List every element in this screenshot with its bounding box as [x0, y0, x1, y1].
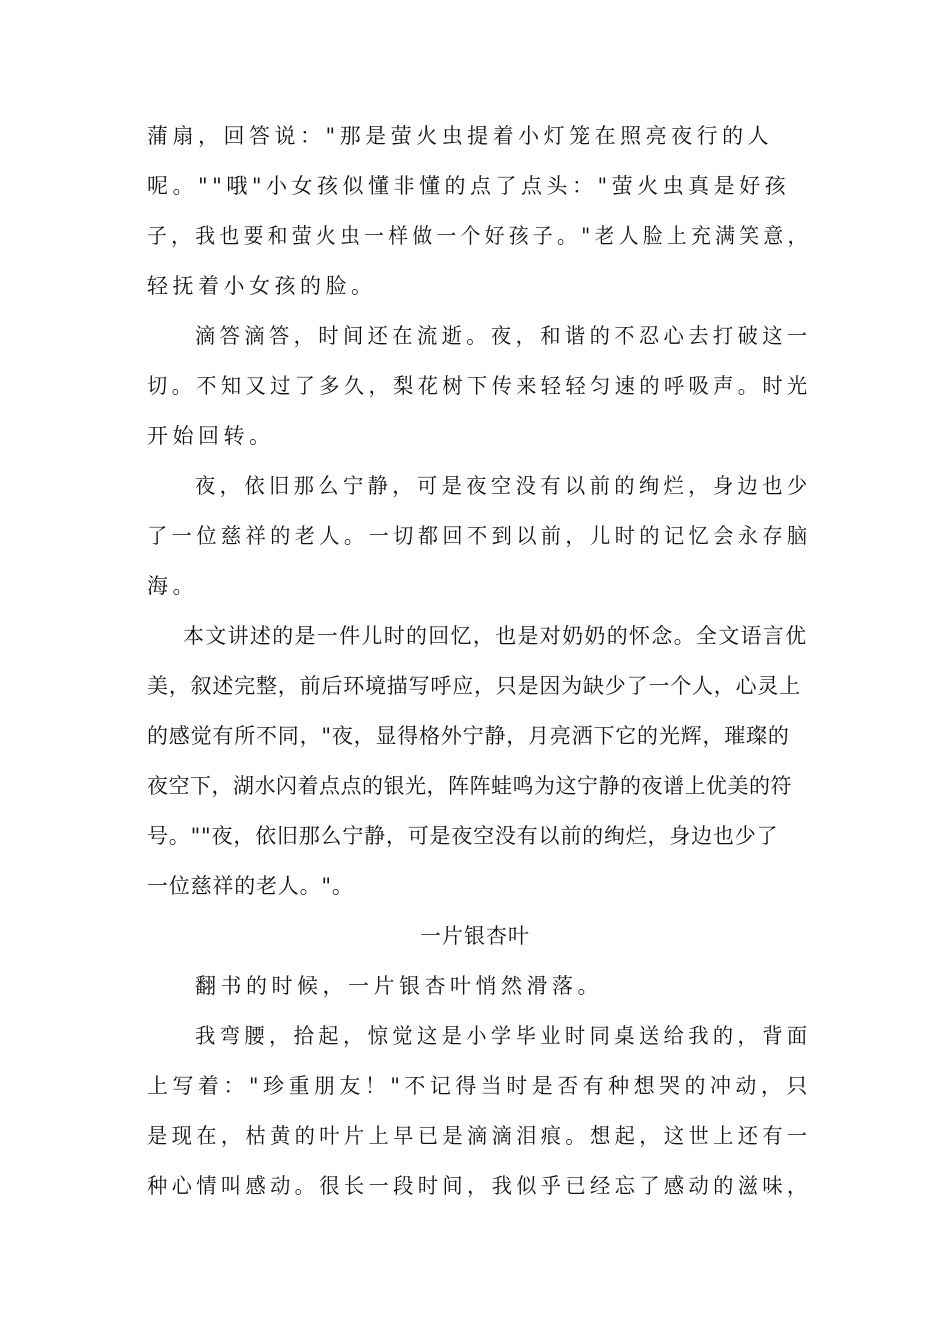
text-line-6: 切。不知又过了多久，梨花树下传来轻轻匀速的呼吸声。时光	[147, 374, 812, 398]
text-line-15: 号。""夜，依旧那么宁静，可是夜空没有以前的绚烂，身边也少了	[147, 824, 779, 848]
text-line-18: 翻书的时候，一片银杏叶悄然滑落。	[195, 974, 603, 998]
text-line-14: 夜空下，湖水闪着点点的银光，阵阵蛙鸣为这宁静的夜谱上优美的符	[147, 774, 792, 798]
text-line-3: 子，我也要和萤火虫一样做一个好孩子。"老人脸上充满笑意，	[147, 224, 812, 248]
text-line-2: 呢。""哦"小女孩似懂非懂的点了点头："萤火虫真是好孩	[147, 174, 791, 198]
text-line-8: 夜，依旧那么宁静，可是夜空没有以前的绚烂，身边也少	[195, 474, 812, 498]
text-line-5: 滴答滴答，时间还在流逝。夜，和谐的不忍心去打破这一	[195, 324, 812, 348]
text-line-20: 上写着："珍重朋友！"不记得当时是否有种想哭的冲动，只	[147, 1074, 812, 1098]
text-line-4: 轻抚着小女孩的脸。	[147, 274, 377, 298]
text-line-13: 的感觉有所不同，"夜，显得格外宁静，月亮洒下它的光辉，璀璨的	[147, 724, 790, 748]
text-line-9: 了一位慈祥的老人。一切都回不到以前，儿时的记忆会永存脑	[147, 524, 812, 548]
text-line-16: 一位慈祥的老人。"。	[147, 874, 354, 898]
text-line-1: 蒲扇，回答说："那是萤火虫提着小灯笼在照亮夜行的人	[147, 124, 774, 148]
text-line-19: 我弯腰，拾起，惊觉这是小学毕业时同桌送给我的，背面	[195, 1024, 812, 1048]
text-line-22: 种心情叫感动。很长一段时间，我似乎已经忘了感动的滋味，	[147, 1174, 812, 1198]
text-line-7: 开始回转。	[147, 424, 275, 448]
text-line-12: 美，叙述完整，前后环境描写呼应，只是因为缺少了一个人，心灵上	[147, 674, 801, 698]
text-line-21: 是现在，枯黄的叶片上早已是滴滴泪痕。想起，这世上还有一	[147, 1124, 812, 1148]
text-line-10: 海。	[147, 574, 198, 598]
text-line-11: 本文讲述的是一件儿时的回忆，也是对奶奶的怀念。全文语言优	[183, 624, 808, 648]
section-title: 一片银杏叶	[420, 924, 530, 948]
